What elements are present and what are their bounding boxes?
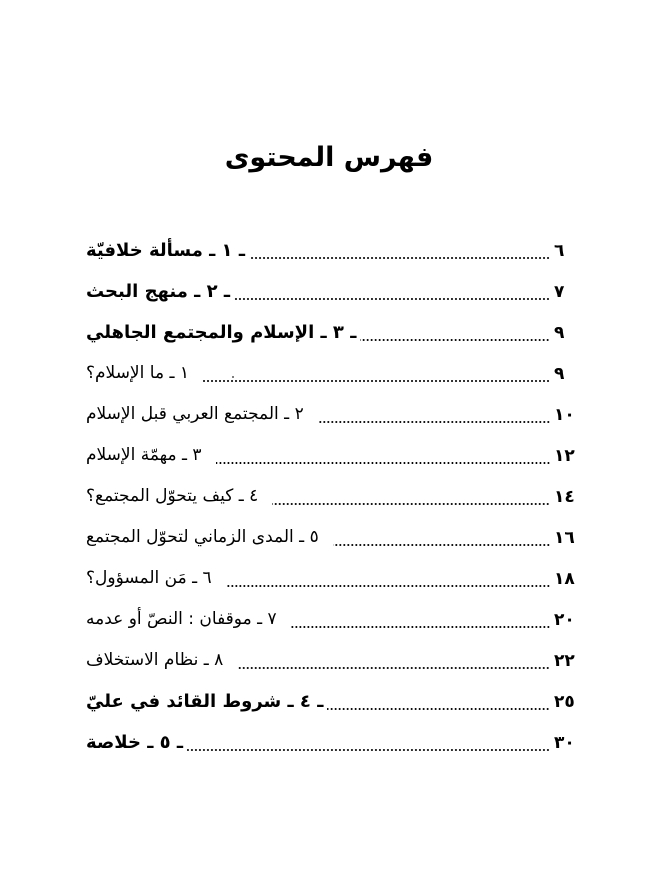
toc-page-number: ١٠: [554, 404, 575, 425]
toc-entry[interactable]: [84, 230, 580, 271]
dot-leader: [272, 502, 550, 506]
toc-page-number: ٦: [554, 240, 565, 261]
toc-entry-label: ٤ ـ كيف يتحوّل المجتمع؟: [86, 486, 259, 506]
toc-subentry[interactable]: [84, 435, 580, 476]
dot-leader: [226, 584, 550, 588]
toc-page-number: ٧: [554, 281, 565, 302]
dot-leader: [360, 338, 550, 342]
toc-page-number: ٢٢: [554, 650, 575, 671]
toc-entry-label: ٣ ـ مهمّة الإسلام: [86, 445, 202, 465]
dot-leader: [249, 256, 550, 260]
dot-leader: [187, 748, 550, 752]
toc-subentry[interactable]: [84, 353, 580, 394]
toc-page-number: ١٤: [554, 486, 575, 507]
scan-speck: [232, 376, 234, 378]
table-of-contents: [84, 230, 580, 763]
toc-entry-label: ٧ ـ موقفان : النصّ أو عدمه: [86, 609, 277, 629]
toc-page-number: ١٨: [554, 568, 575, 589]
dot-leader: [203, 379, 550, 383]
toc-entry-label: ٨ ـ نظام الاستخلاف: [86, 650, 224, 670]
toc-entry-label: ٢ ـ المجتمع العربي قبل الإسلام: [86, 404, 304, 424]
dot-leader: [318, 420, 550, 424]
toc-page-number: ٣٠: [554, 732, 575, 753]
toc-entry[interactable]: [84, 271, 580, 312]
toc-entry-label: ـ ٤ ـ شروط القائد في عليّ: [86, 690, 324, 712]
toc-subentry[interactable]: [84, 394, 580, 435]
toc-page-number: ١٢: [554, 445, 575, 466]
dot-leader: [327, 707, 550, 711]
toc-entry-label: ١ ـ ما الإسلام؟: [86, 363, 189, 383]
dot-leader: [234, 297, 550, 301]
dot-leader: [291, 625, 550, 629]
toc-page-number: ٩: [554, 322, 565, 343]
toc-entry-label: ـ ١ ـ مسألة خلافيّة: [86, 239, 245, 261]
page-title: فهرس المحتوى: [224, 142, 434, 173]
toc-entry-label: ـ ٣ ـ الإسلام والمجتمع الجاهلي: [86, 321, 357, 343]
toc-subentry[interactable]: [84, 640, 580, 681]
toc-page-number: ٢٥: [554, 691, 575, 712]
toc-page-number: ١٦: [554, 527, 575, 548]
toc-page-number: ٩: [554, 363, 565, 384]
dot-leader: [237, 666, 550, 670]
toc-entry[interactable]: [84, 722, 580, 763]
toc-entry-label: ـ ٥ ـ خلاصة: [86, 731, 184, 753]
toc-subentry[interactable]: [84, 599, 580, 640]
toc-page-number: ٢٠: [554, 609, 575, 630]
toc-entry[interactable]: [84, 681, 580, 722]
toc-subentry[interactable]: [84, 476, 580, 517]
dot-leader: [216, 461, 550, 465]
toc-subentry[interactable]: [84, 558, 580, 599]
dot-leader: [333, 543, 550, 547]
toc-entry-label: ٥ ـ المدى الزماني لتحوّل المجتمع: [86, 527, 319, 547]
toc-entry-label: ٦ ـ مَن المسؤول؟: [86, 568, 212, 588]
toc-subentry[interactable]: [84, 517, 580, 558]
toc-entry[interactable]: [84, 312, 580, 353]
toc-entry-label: ـ ٢ ـ منهج البحث: [86, 280, 231, 302]
